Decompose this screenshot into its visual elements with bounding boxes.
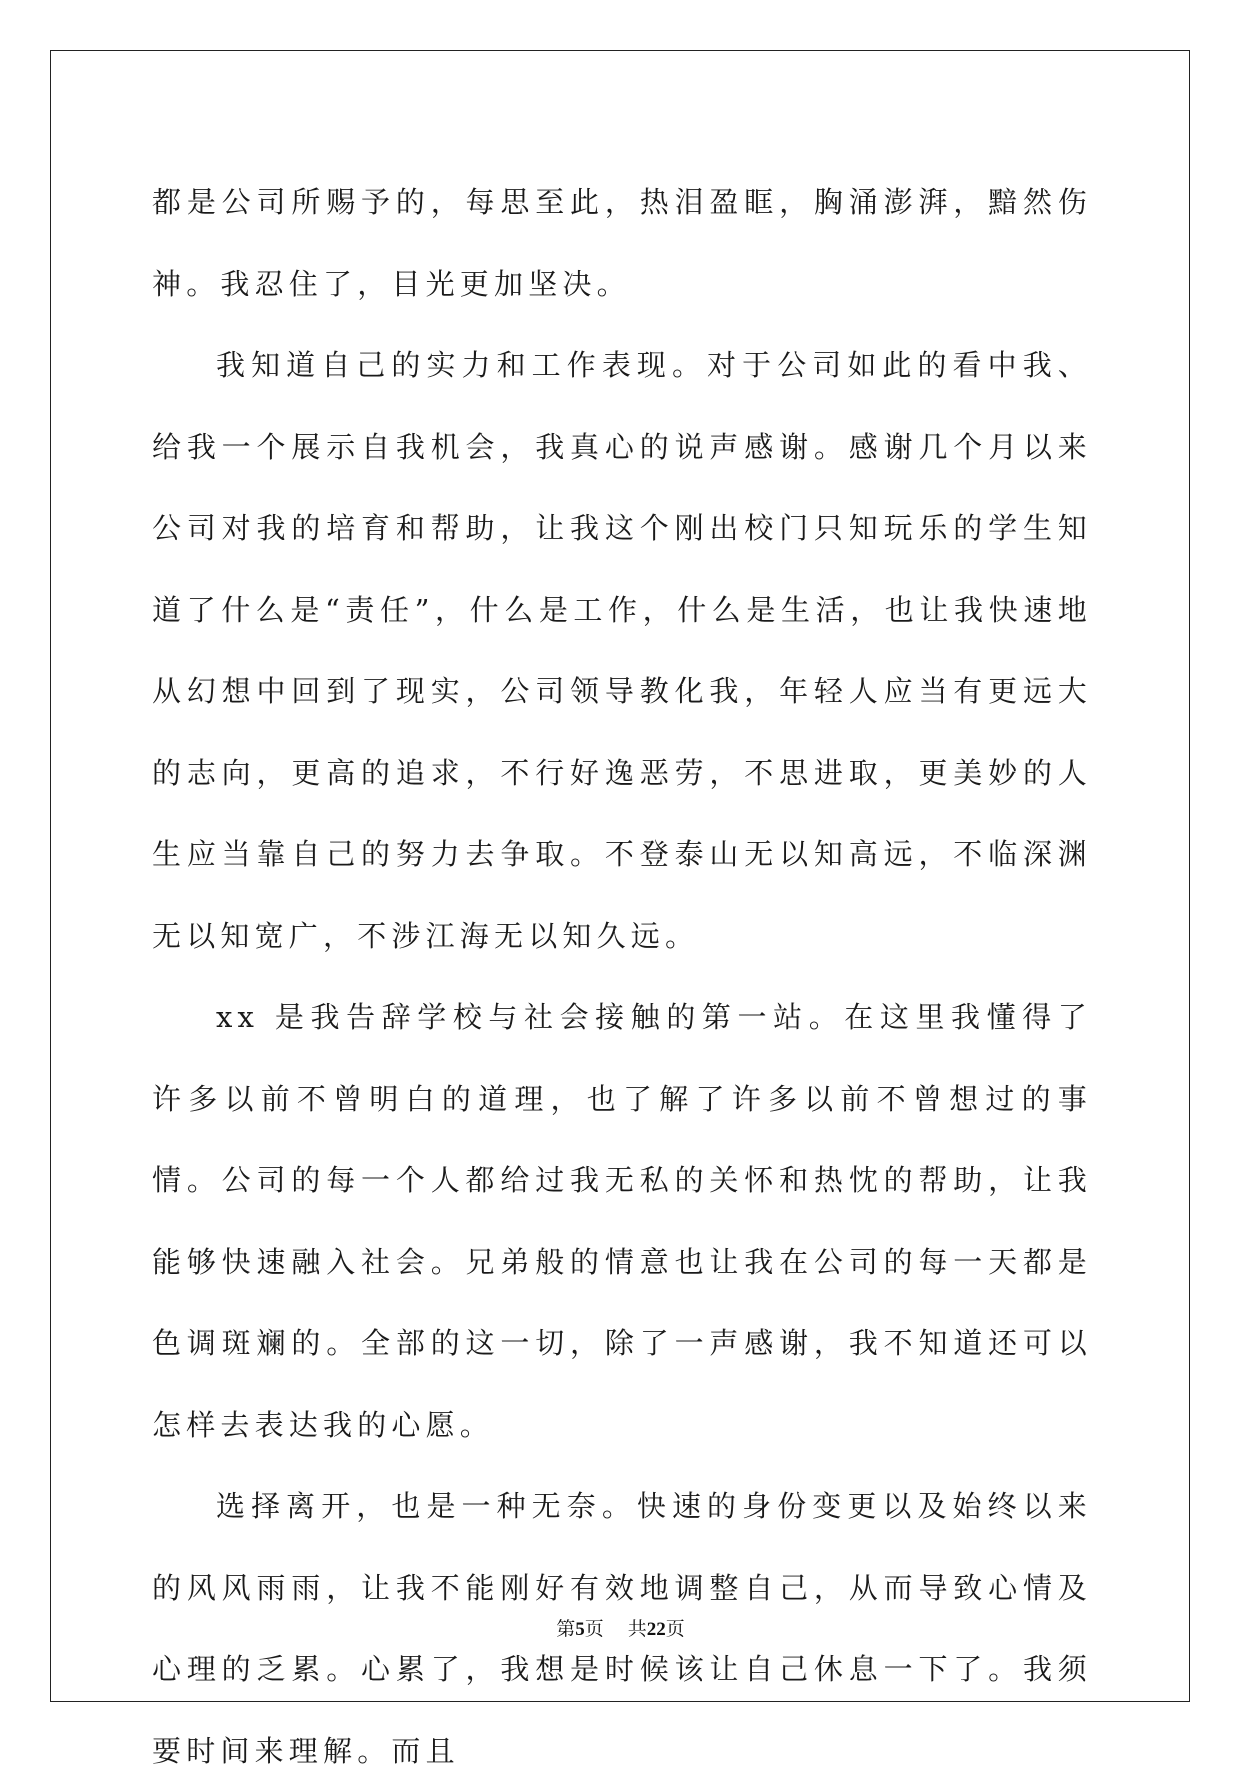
paragraph-1: 都是公司所赐予的，每思至此，热泪盈眶，胸涌澎湃，黯然伤神。我忍住了，目光更加坚决。 bbox=[152, 185, 1092, 301]
paragraph-4: 选择离开，也是一种无奈。快速的身份变更以及始终以来的风风雨雨，让我不能刚好有效地调整自己，从而导致心情及心理的乏累。心累了，我想是时候该让自己休息一下了。我须要时间来理解。而且 bbox=[152, 1489, 1092, 1768]
total-pages: 22 bbox=[646, 1619, 666, 1640]
document-body bbox=[152, 162, 1092, 1792]
page-footer bbox=[0, 1614, 1241, 1641]
page-number: 5 bbox=[575, 1619, 585, 1640]
page-prefix: 第 bbox=[556, 1619, 576, 1640]
total-suffix: 页 bbox=[665, 1619, 685, 1640]
total-prefix: 共 bbox=[627, 1619, 647, 1640]
page-suffix: 页 bbox=[584, 1619, 604, 1640]
paragraph-2: 我知道自己的实力和工作表现。对于公司如此的看中我、给我一个展示自我机会，我真心的说声感谢。感谢几个月以来公司对我的培育和帮助，让我这个刚出校门只知玩乐的学生知道了什么是“责任”，什么是工作，什么是生活，也让我快速地从幻想中回到了现实，公司领导教化我，年轻人应当有更远大的志向，更高的追求，不行好逸恶劳，不思进取，更美妙的人生应当靠自己的努力去争取。不登泰山无以知高远，不临深渊无以知宽广，不涉江海无以知久远。 bbox=[152, 348, 1092, 953]
paragraph-3: xx 是我告辞学校与社会接触的第一站。在这里我懂得了许多以前不曾明白的道理，也了解了许多以前不曾想过的事情。公司的每一个人都给过我无私的关怀和热忱的帮助，让我能够快速融入社会。兄弟般的情意也让我在公司的每一天都是色调斑斓的。全部的这一切，除了一声感谢，我不知道还可以怎样去表达我的心愿。 bbox=[152, 1000, 1092, 1442]
